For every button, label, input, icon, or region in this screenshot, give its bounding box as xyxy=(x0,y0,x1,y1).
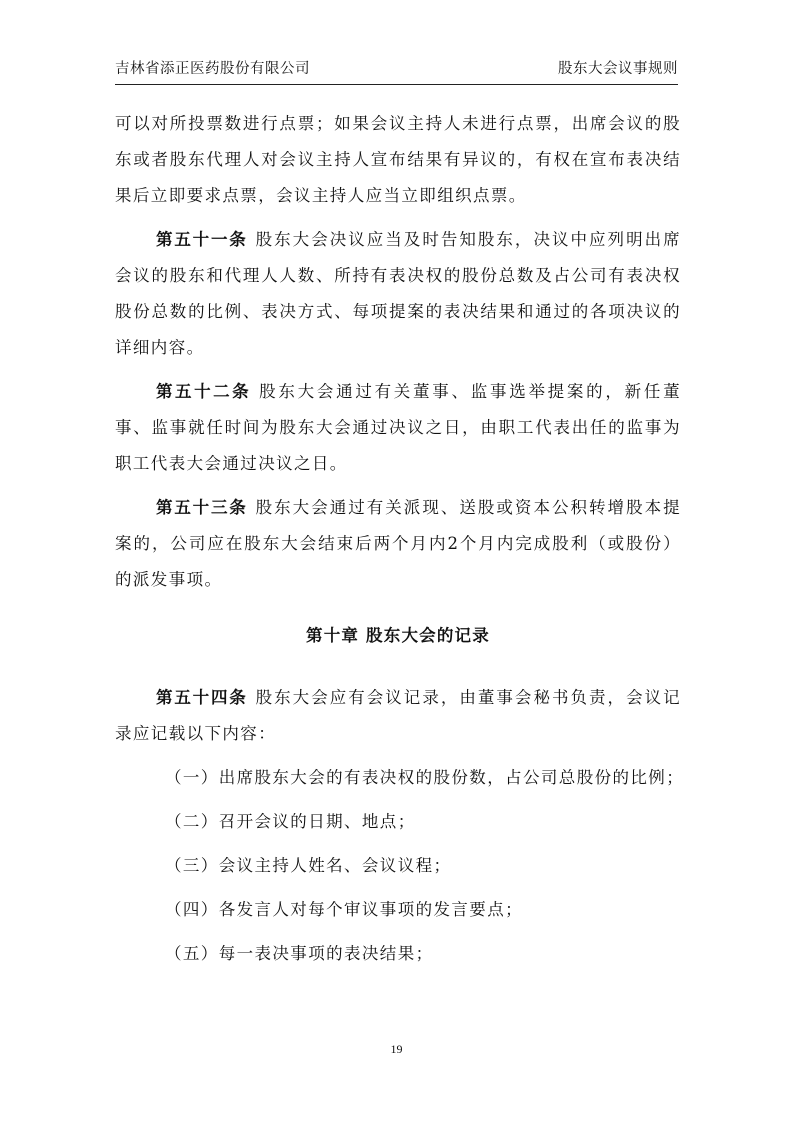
article-52 xyxy=(115,374,681,482)
page-header xyxy=(115,58,678,85)
article-52-label: 第五十二条 xyxy=(156,382,252,401)
page-number: 19 xyxy=(390,1042,403,1056)
document-body xyxy=(115,106,685,980)
article-54-text: 股东大会应有会议记录，由董事会秘书负责，会议记录应记载以下内容： xyxy=(115,688,682,743)
article-54 xyxy=(115,680,681,752)
list-item: （四）各发言人对每个审议事项的发言要点； xyxy=(165,900,523,919)
article-53 xyxy=(115,490,681,598)
article-51-text: 股东大会决议应当及时告知股东，决议中应列明出席会议的股东和代理人人数、所持有表决权的股份总数及占公司有表决权股份总数的比例、表决方式、每项提案的表决结果和通过的各项决议的详细内容。 xyxy=(115,230,682,357)
article-51 xyxy=(115,222,681,366)
list-item: （五）每一表决事项的表决结果； xyxy=(165,944,434,963)
article-51-label: 第五十一条 xyxy=(156,230,248,249)
article-53-label: 第五十三条 xyxy=(156,498,248,517)
article-54-label: 第五十四条 xyxy=(156,688,248,707)
header-document-title: 股东大会议事规则 xyxy=(558,61,678,77)
list-item: （三）会议主持人姓名、会议议程； xyxy=(165,856,452,875)
article-52-text: 股东大会通过有关董事、监事选举提案的，新任董事、监事就任时间为股东大会通过决议之日，由职工代表出任的监事为职工代表大会通过决议之日。 xyxy=(115,382,681,473)
chapter-heading: 第十章 股东大会的记录 xyxy=(306,626,490,645)
list-item: （二）召开会议的日期、地点； xyxy=(165,812,416,831)
header-company-name: 吉林省添正医药股份有限公司 xyxy=(115,61,310,77)
list-item: （一）出席股东大会的有表决权的股份数，占公司总股份的比例； xyxy=(165,768,685,787)
article-53-text: 股东大会通过有关派现、送股或资本公积转增股本提案的，公司应在股东大会结束后两个月内2个月内完成股利（或股份）的派发事项。 xyxy=(115,498,682,589)
paragraph-continuation: 可以对所投票数进行点票；如果会议主持人未进行点票，出席会议的股东或者股东代理人对会议主持人宣布结果有异议的，有权在宣布表决结果后立即要求点票，会议主持人应当立即组织点票。 xyxy=(115,114,681,205)
